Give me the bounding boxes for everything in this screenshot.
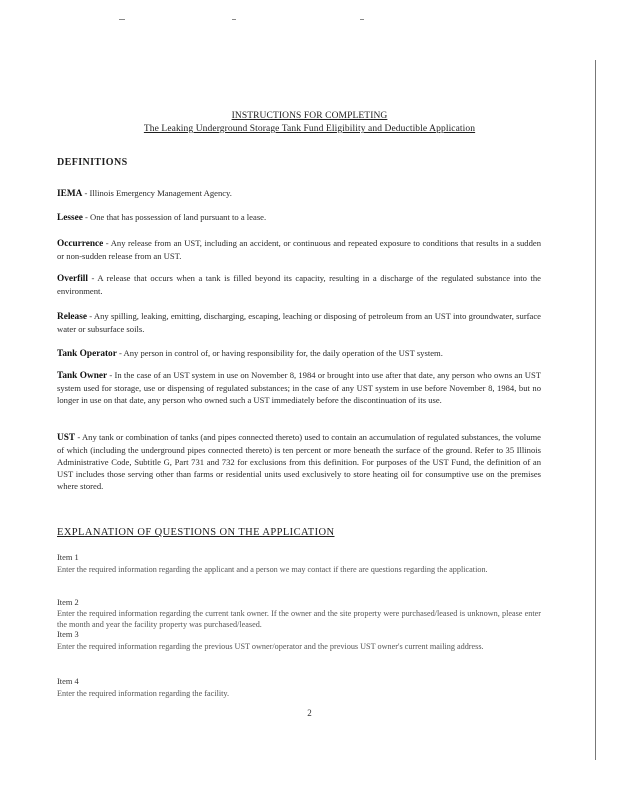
definition-lessee <box>57 211 541 224</box>
definition-tank-operator <box>57 347 541 360</box>
definition-iema <box>57 187 541 200</box>
item-label: Item 2 <box>57 598 79 607</box>
definition-text: - Illinois Emergency Management Agency. <box>82 188 232 198</box>
definition-term: IEMA <box>57 189 83 199</box>
item-label: Item 3 <box>57 630 79 639</box>
definition-text: - Any tank or combination of tanks (and pipes connected thereto) used to contain an accumulation of regulated substances, the volume of which (including the underground pipes connected thereto) is ten percent or more beneath the surface of the ground. Refer to 35 Illinois Administrative Code, Subtitle G, Part 731 and 732 for exclusions from this definition. For purposes of the UST Fund, the definition of an UST includes those serving other than farms or residential units used exclusively to store heating oil for consumptive use on the premises where stored. <box>57 432 541 491</box>
definition-term: Overfill <box>57 274 88 284</box>
item-text: Enter the required information regarding the previous UST owner/operator and the previous UST owner's current mailing address. <box>57 642 484 651</box>
definition-ust <box>57 431 541 492</box>
definition-release <box>57 310 541 335</box>
definition-text: - Any spilling, leaking, emitting, discharging, escaping, leaching or disposing of petroleum from an UST into groundwater, surface water or subsurface soils. <box>57 311 541 334</box>
definition-text: - In the case of an UST system in use on November 8, 1984 or brought into use after that date, any person who owns an UST system used for storage, use or dispensing of regulated substances; in the case of any UST system in use before November 8, 1984, but no longer in use on that date, any person who owned such a UST immediately before the discontinuation of its use. <box>57 370 542 405</box>
scan-speck <box>119 19 125 20</box>
document-title: INSTRUCTIONS FOR COMPLETING <box>231 111 388 121</box>
definition-term: Lessee <box>57 213 83 223</box>
definition-term: UST <box>57 433 76 443</box>
scan-speck <box>360 19 364 20</box>
definition-term: Tank Operator <box>57 349 117 359</box>
definition-text: - Any release from an UST, including an accident, or continuous and repeated exposure to conditions that results in a sudden or non-sudden release from an UST. <box>57 238 541 261</box>
definition-tank-owner <box>57 369 541 406</box>
item-label: Item 4 <box>57 677 79 686</box>
page-number: 2 <box>307 708 312 718</box>
item-text: Enter the required information regarding the current tank owner. If the owner and the site property were purchased/leased is unknown, please enter the month and year the facility property was purchased/leased. <box>57 609 541 629</box>
definitions-heading: DEFINITIONS <box>57 157 128 168</box>
definition-text: - A release that occurs when a tank is filled beyond its capacity, resulting in a discharge of the regulated substance into the environment. <box>57 273 541 296</box>
document-subtitle: The Leaking Underground Storage Tank Fund Eligibility and Deductible Application <box>143 124 476 134</box>
definition-text: - One that has possession of land pursuant to a lease. <box>82 212 267 222</box>
scan-edge-line <box>595 60 596 760</box>
explanation-heading: EXPLANATION OF QUESTIONS ON THE APPLICATION <box>57 527 335 538</box>
definition-overfill <box>57 272 541 297</box>
definition-text: - Any person in control of, or having responsibility for, the daily operation of the UST system. <box>116 348 443 358</box>
item-label: Item 1 <box>57 553 79 562</box>
definition-term: Release <box>57 312 87 322</box>
definition-occurrence <box>57 237 541 262</box>
item-text: Enter the required information regarding the applicant and a person we may contact if there are questions regarding the application. <box>57 565 488 574</box>
scan-speck <box>232 19 236 20</box>
item-text: Enter the required information regarding the facility. <box>57 689 230 698</box>
definition-term: Occurrence <box>57 239 104 249</box>
definition-term: Tank Owner <box>57 371 108 381</box>
